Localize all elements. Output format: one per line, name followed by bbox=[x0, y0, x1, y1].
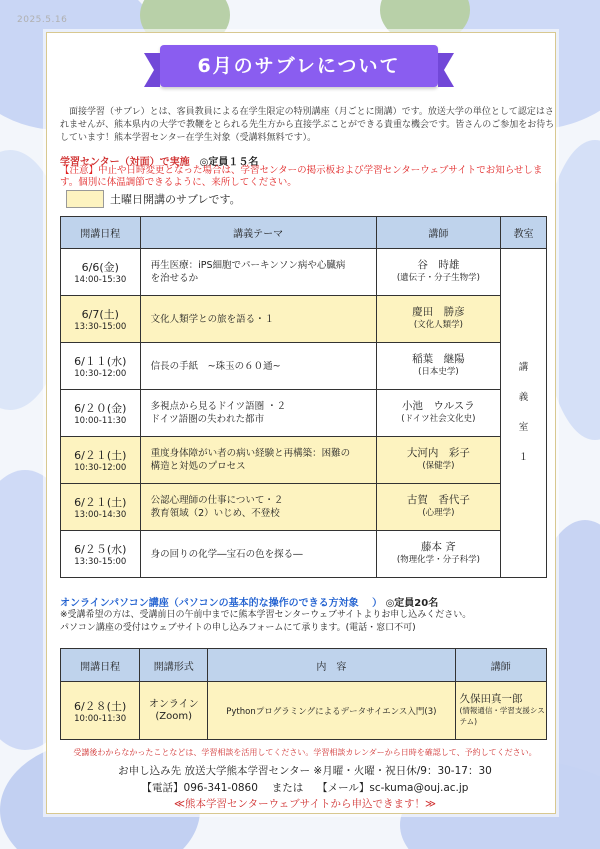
row-date: 6/２８(土) 10:00-11:30 bbox=[61, 682, 140, 740]
online-heading-text: オンラインパソコン講座（パソコンの基本的な操作のできる方対象 ） bbox=[60, 598, 383, 609]
table-row bbox=[61, 390, 547, 437]
issue-date: 2025.5.16 bbox=[17, 15, 68, 25]
row-lecturer: 小池 ウルスラ (ドイツ社会文化史) bbox=[376, 390, 500, 437]
legend-text: 土曜日開講のサブレです。 bbox=[110, 193, 241, 206]
notice-text: 【注意】中止や日時変更となった場合は、学習センターの掲示板および学習センターウェブサイトでお知らせします。個別に体温調節できるように、来所してください。 bbox=[60, 165, 543, 188]
row-content: Pythonプログラミングによるデータサイエンス入門(3) bbox=[208, 682, 455, 740]
online-capacity: ◎定員20名 bbox=[385, 598, 439, 609]
row-theme: 公認心理師の仕事について・２ 教育領域（2）いじめ、不登校 bbox=[140, 484, 376, 531]
saturday-swatch bbox=[66, 190, 104, 208]
table-row bbox=[61, 249, 547, 296]
row-date: 6/２１(土) 13:00-14:30 bbox=[61, 484, 141, 531]
row-lecturer: 古賀 香代子 (心理学) bbox=[376, 484, 500, 531]
table-row bbox=[61, 531, 547, 578]
table-header bbox=[61, 217, 547, 249]
online-note-1: ※受講希望の方は、受講前日の午前中までに熊本学習センターウェブサイトよりお申し込みください。 bbox=[60, 610, 472, 620]
header-lecturer: 講師 bbox=[376, 217, 500, 249]
row-date: 6/２５(水) 13:30-15:00 bbox=[61, 531, 141, 578]
row-theme: 信長の手紙 ~珠玉の６０通~ bbox=[140, 343, 376, 390]
venue-label: 学習センター（対面）で実施 bbox=[60, 157, 190, 168]
row-lecturer: 慶田 勝彦 (文化人類学) bbox=[376, 296, 500, 343]
header-theme: 講義テーマ bbox=[140, 217, 376, 249]
row-lecturer: 久保田真一郎 (情報通信・学習支援システム) bbox=[455, 682, 547, 740]
table-row bbox=[61, 484, 547, 531]
table-header bbox=[61, 649, 547, 682]
row-lecturer: 大河内 彩子 (保健学) bbox=[376, 437, 500, 484]
saturday-legend bbox=[66, 190, 241, 208]
row-theme: 文化人類学との旅を語る・１ bbox=[140, 296, 376, 343]
header-lecturer: 講師 bbox=[455, 649, 547, 682]
row-date: 6/7(土) 13:30-15:00 bbox=[61, 296, 141, 343]
page-title: 6月のサブレについて bbox=[160, 45, 438, 87]
row-format: オンライン (Zoom) bbox=[140, 682, 208, 740]
row-theme: 重度身体障がい者の病い経験と再構築：困難の 構造と対処のプロセス bbox=[140, 437, 376, 484]
header-room: 教室 bbox=[501, 217, 547, 249]
table-row bbox=[61, 296, 547, 343]
online-heading bbox=[60, 594, 438, 609]
table-row bbox=[61, 682, 547, 740]
header-date: 開講日程 bbox=[61, 649, 140, 682]
row-date: 6/２１(土) 10:30-12:00 bbox=[61, 437, 141, 484]
online-table bbox=[60, 648, 547, 740]
row-theme: 再生医療：iPS細胞でパーキンソン病や心臓病 を治せるか bbox=[140, 249, 376, 296]
row-theme: 身の回りの化学―宝石の色を探る― bbox=[140, 531, 376, 578]
footer-phone-mail: 【電話】096-341-0860 または 【メール】sc-kuma@ouj.ac.jp bbox=[141, 782, 469, 794]
row-lecturer: 谷 時雄 (遺伝子・分子生物学) bbox=[376, 249, 500, 296]
intro-text: 面接学習（サブレ）とは、客員教員による在学生限定の特別講座（月ごとに開講）です。放送大学の単位として認定はされませんが、熊本県内の大学で教鞭をとられる先生方から直接学ぶことができる貴重な機会です。皆さんのご参加をお待ちしています！熊本学習センター在学生対象（受講料無料です）。 bbox=[60, 107, 555, 143]
header-format: 開講形式 bbox=[140, 649, 208, 682]
schedule-table bbox=[60, 216, 547, 578]
header-content: 内 容 bbox=[208, 649, 455, 682]
header-date: 開講日程 bbox=[61, 217, 141, 249]
row-date: 6/6(金) 14:00-15:30 bbox=[61, 249, 141, 296]
row-lecturer: 稲葉 継陽 (日本史学) bbox=[376, 343, 500, 390]
table-row bbox=[61, 437, 547, 484]
footer-contact: お申し込み先 放送大学熊本学習センター ※月曜・火曜・祝日休/9：30-17：30 bbox=[118, 765, 492, 777]
footer-website: ≪熊本学習センターウェブサイトから申込できます！≫ bbox=[174, 798, 436, 810]
row-date: 6/１１(水) 10:30-12:00 bbox=[61, 343, 141, 390]
row-date: 6/２０(金) 10:00-11:30 bbox=[61, 390, 141, 437]
footer-consult: 受講後わからなかったことなどは、学習相談を活用してください。学習相談カレンダーから日時を確認して、予約してください。 bbox=[73, 748, 537, 757]
room-cell: 講 義 室 １ bbox=[501, 249, 547, 578]
row-theme: 多視点から見るドイツ語圏 ・２ ドイツ語圏の失われた都市 bbox=[140, 390, 376, 437]
row-lecturer: 藤本 斉 (物理化学・分子科学) bbox=[376, 531, 500, 578]
online-notes bbox=[60, 609, 550, 635]
online-note-2: パソコン講座の受付はウェブサイトの申し込みフォームにて承ります。(電話・窓口不可) bbox=[60, 623, 416, 633]
capacity-label: ◎定員１５名 bbox=[199, 157, 259, 168]
table-row bbox=[61, 343, 547, 390]
